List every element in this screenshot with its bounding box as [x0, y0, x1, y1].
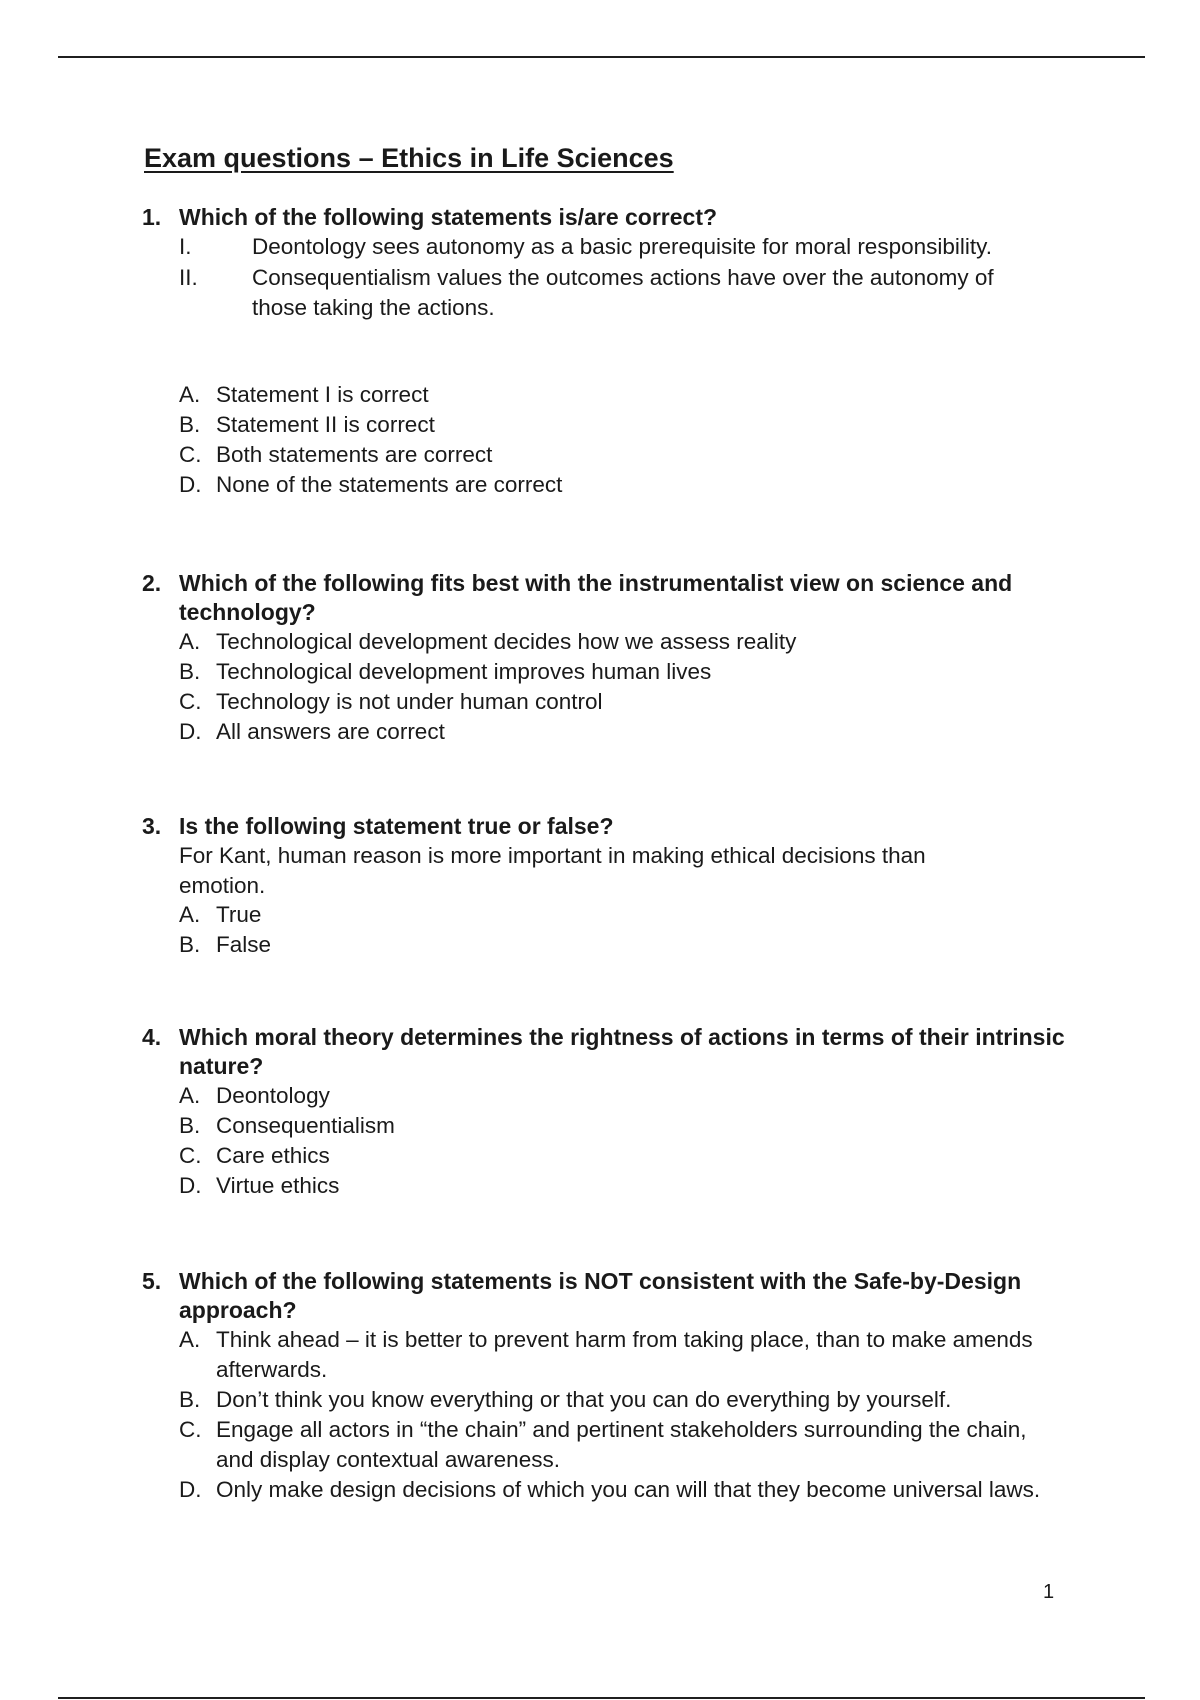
question-number: 4. — [142, 1024, 162, 1050]
question-1 — [142, 203, 1072, 500]
answer-option[interactable] — [142, 900, 1072, 930]
question-text — [142, 1267, 1049, 1325]
answer-option[interactable] — [142, 440, 1072, 470]
answer-option[interactable] — [142, 1081, 1072, 1111]
answer-options — [142, 627, 1072, 747]
question-number: 3. — [142, 813, 162, 839]
statement-text: Deontology sees autonomy as a basic prerequisite for moral responsibility. — [252, 234, 992, 259]
option-text: All answers are correct — [216, 719, 445, 744]
option-text: Care ethics — [216, 1143, 330, 1168]
answer-options — [142, 380, 1072, 500]
answer-option[interactable] — [142, 1111, 1072, 1141]
option-text: None of the statements are correct — [216, 471, 563, 497]
statement-item — [142, 232, 1047, 263]
question-number: 5. — [142, 1268, 162, 1294]
option-label: A. — [179, 1083, 201, 1108]
question-number: 2. — [142, 570, 162, 596]
statement-text: Consequentialism values the outcomes actions have over the autonomy of those taking the actions. — [252, 264, 994, 320]
option-label: C. — [179, 689, 202, 714]
option-label: B. — [179, 1387, 201, 1412]
question-5 — [142, 1267, 1072, 1505]
option-label: A. — [179, 381, 201, 407]
option-text: Deontology — [216, 1083, 330, 1108]
question-prompt: Which of the following fits best with the instrumentalist view on science and technology? — [179, 570, 1013, 625]
question-number: 1. — [142, 204, 162, 230]
answer-option[interactable] — [142, 1385, 1052, 1415]
answer-option[interactable] — [142, 717, 1072, 747]
answer-option[interactable] — [142, 380, 1072, 410]
answer-option[interactable] — [142, 627, 1072, 657]
option-label: D. — [179, 1173, 202, 1198]
option-text: Think ahead – it is better to prevent harm from taking place, than to make amends afterwards. — [216, 1327, 1033, 1382]
question-2 — [142, 569, 1072, 747]
option-label: A. — [179, 629, 201, 654]
statement-item — [142, 263, 1047, 324]
statement-label: I. — [179, 234, 192, 259]
option-text: Engage all actors in “the chain” and pertinent stakeholders surrounding the chain, and display contextual awareness. — [216, 1417, 1027, 1472]
answer-option[interactable] — [142, 1171, 1072, 1201]
question-text — [142, 203, 1072, 232]
option-text: Virtue ethics — [216, 1173, 340, 1198]
option-label: B. — [179, 1113, 201, 1138]
answer-options — [142, 1081, 1072, 1201]
answer-option[interactable] — [142, 1415, 1052, 1475]
answer-options — [142, 900, 1072, 960]
page-number: 1 — [1043, 1581, 1055, 1603]
question-3 — [142, 812, 1072, 960]
question-prompt: Is the following statement true or false? — [179, 813, 614, 839]
answer-option[interactable] — [142, 1141, 1072, 1171]
option-label: D. — [179, 471, 202, 497]
top-rule — [58, 56, 1145, 58]
answer-option[interactable] — [142, 1325, 1052, 1385]
answer-option[interactable] — [142, 1475, 1052, 1505]
question-text — [142, 1023, 1072, 1081]
option-text: Statement I is correct — [216, 381, 429, 407]
question-text — [142, 569, 1072, 627]
answer-option[interactable] — [142, 470, 1072, 500]
option-label: B. — [179, 411, 201, 437]
question-stem: For Kant, human reason is more important in making ethical decisions than emotion. — [179, 843, 926, 898]
option-label: C. — [179, 1417, 202, 1442]
option-text: Technological development improves human lives — [216, 659, 712, 684]
option-label: B. — [179, 932, 201, 957]
answer-options — [142, 1325, 1052, 1505]
option-text: Only make design decisions of which you can will that they become universal laws. — [216, 1477, 1041, 1502]
option-label: A. — [179, 902, 201, 927]
option-label: C. — [179, 1143, 202, 1168]
answer-option[interactable] — [142, 410, 1072, 440]
option-label: D. — [179, 1477, 202, 1502]
option-label: B. — [179, 659, 201, 684]
answer-option[interactable] — [142, 687, 1072, 717]
question-text — [142, 812, 1072, 841]
statement-list — [142, 232, 1047, 324]
statement-label: II. — [179, 264, 198, 290]
option-text: Technological development decides how we assess reality — [216, 629, 797, 654]
option-text: Consequentialism — [216, 1113, 395, 1138]
option-text: Both statements are correct — [216, 441, 493, 467]
bottom-rule — [58, 1697, 1145, 1699]
option-text: Don’t think you know everything or that you can do everything by yourself. — [216, 1387, 952, 1412]
option-label: C. — [179, 441, 202, 467]
question-prompt: Which of the following statements is NOT consistent with the Safe-by-Design approach? — [179, 1268, 1022, 1323]
option-text: True — [216, 902, 262, 927]
question-4 — [142, 1023, 1072, 1201]
option-label: A. — [179, 1327, 201, 1352]
option-text: Statement II is correct — [216, 411, 435, 437]
option-label: D. — [179, 719, 202, 744]
option-text: False — [216, 932, 272, 957]
document-title: Exam questions – Ethics in Life Sciences — [144, 143, 674, 173]
answer-option[interactable] — [142, 930, 1072, 960]
question-prompt: Which moral theory determines the rightness of actions in terms of their intrinsic nature? — [179, 1024, 1065, 1079]
question-prompt: Which of the following statements is/are correct? — [179, 204, 718, 230]
option-text: Technology is not under human control — [216, 689, 603, 714]
answer-option[interactable] — [142, 657, 1072, 687]
